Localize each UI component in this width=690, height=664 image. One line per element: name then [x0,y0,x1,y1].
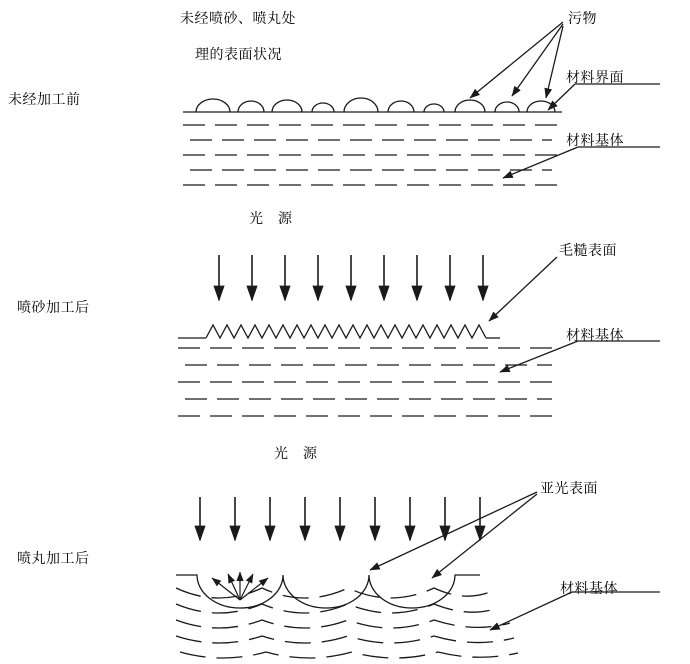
substrate-label-3: 材料基体 [560,580,618,596]
stage1-interface-leader [548,84,660,110]
stage2-light-arrows [219,255,483,300]
stage3-dimpled-surface [176,575,480,608]
stage1-label: 未经加工前 [8,91,81,107]
stage3-label: 喷丸加工后 [17,550,90,566]
stage3-matte-surface-leaders [370,492,537,578]
rough-surface-label: 毛糙表面 [559,242,617,258]
stage1-contaminant-bumps [196,98,555,112]
stage2-substrate-hatching [178,348,560,416]
stage3-light-arrows [200,497,480,540]
stage1-substrate-leader [503,147,660,178]
stage2-sawtooth-surface [178,325,500,338]
material-interface-label: 材料界面 [566,69,624,85]
dirt-label: 污物 [568,10,597,26]
stage1-substrate-hatching [183,125,560,185]
light-source-label-1: 光 源 [249,210,293,226]
light-source-label-2: 光 源 [274,445,318,461]
substrate-label-2: 材料基体 [566,327,624,343]
header-note-line2: 理的表面状况 [195,46,282,62]
stage1-dirt-leaders [470,22,563,98]
stage3-substrate-hatching [176,588,518,658]
matte-surface-label: 亚光表面 [540,480,598,496]
stage3-substrate-leader [490,592,660,630]
stage2-label: 喷砂加工后 [17,299,90,315]
stage2-substrate-leader [500,341,660,372]
stage2-rough-surface-leader [489,257,557,321]
substrate-label-1: 材料基体 [566,132,624,148]
header-note-line1: 未经喷砂、喷丸处 [180,10,296,26]
stage3-scatter-arrows [212,572,268,600]
